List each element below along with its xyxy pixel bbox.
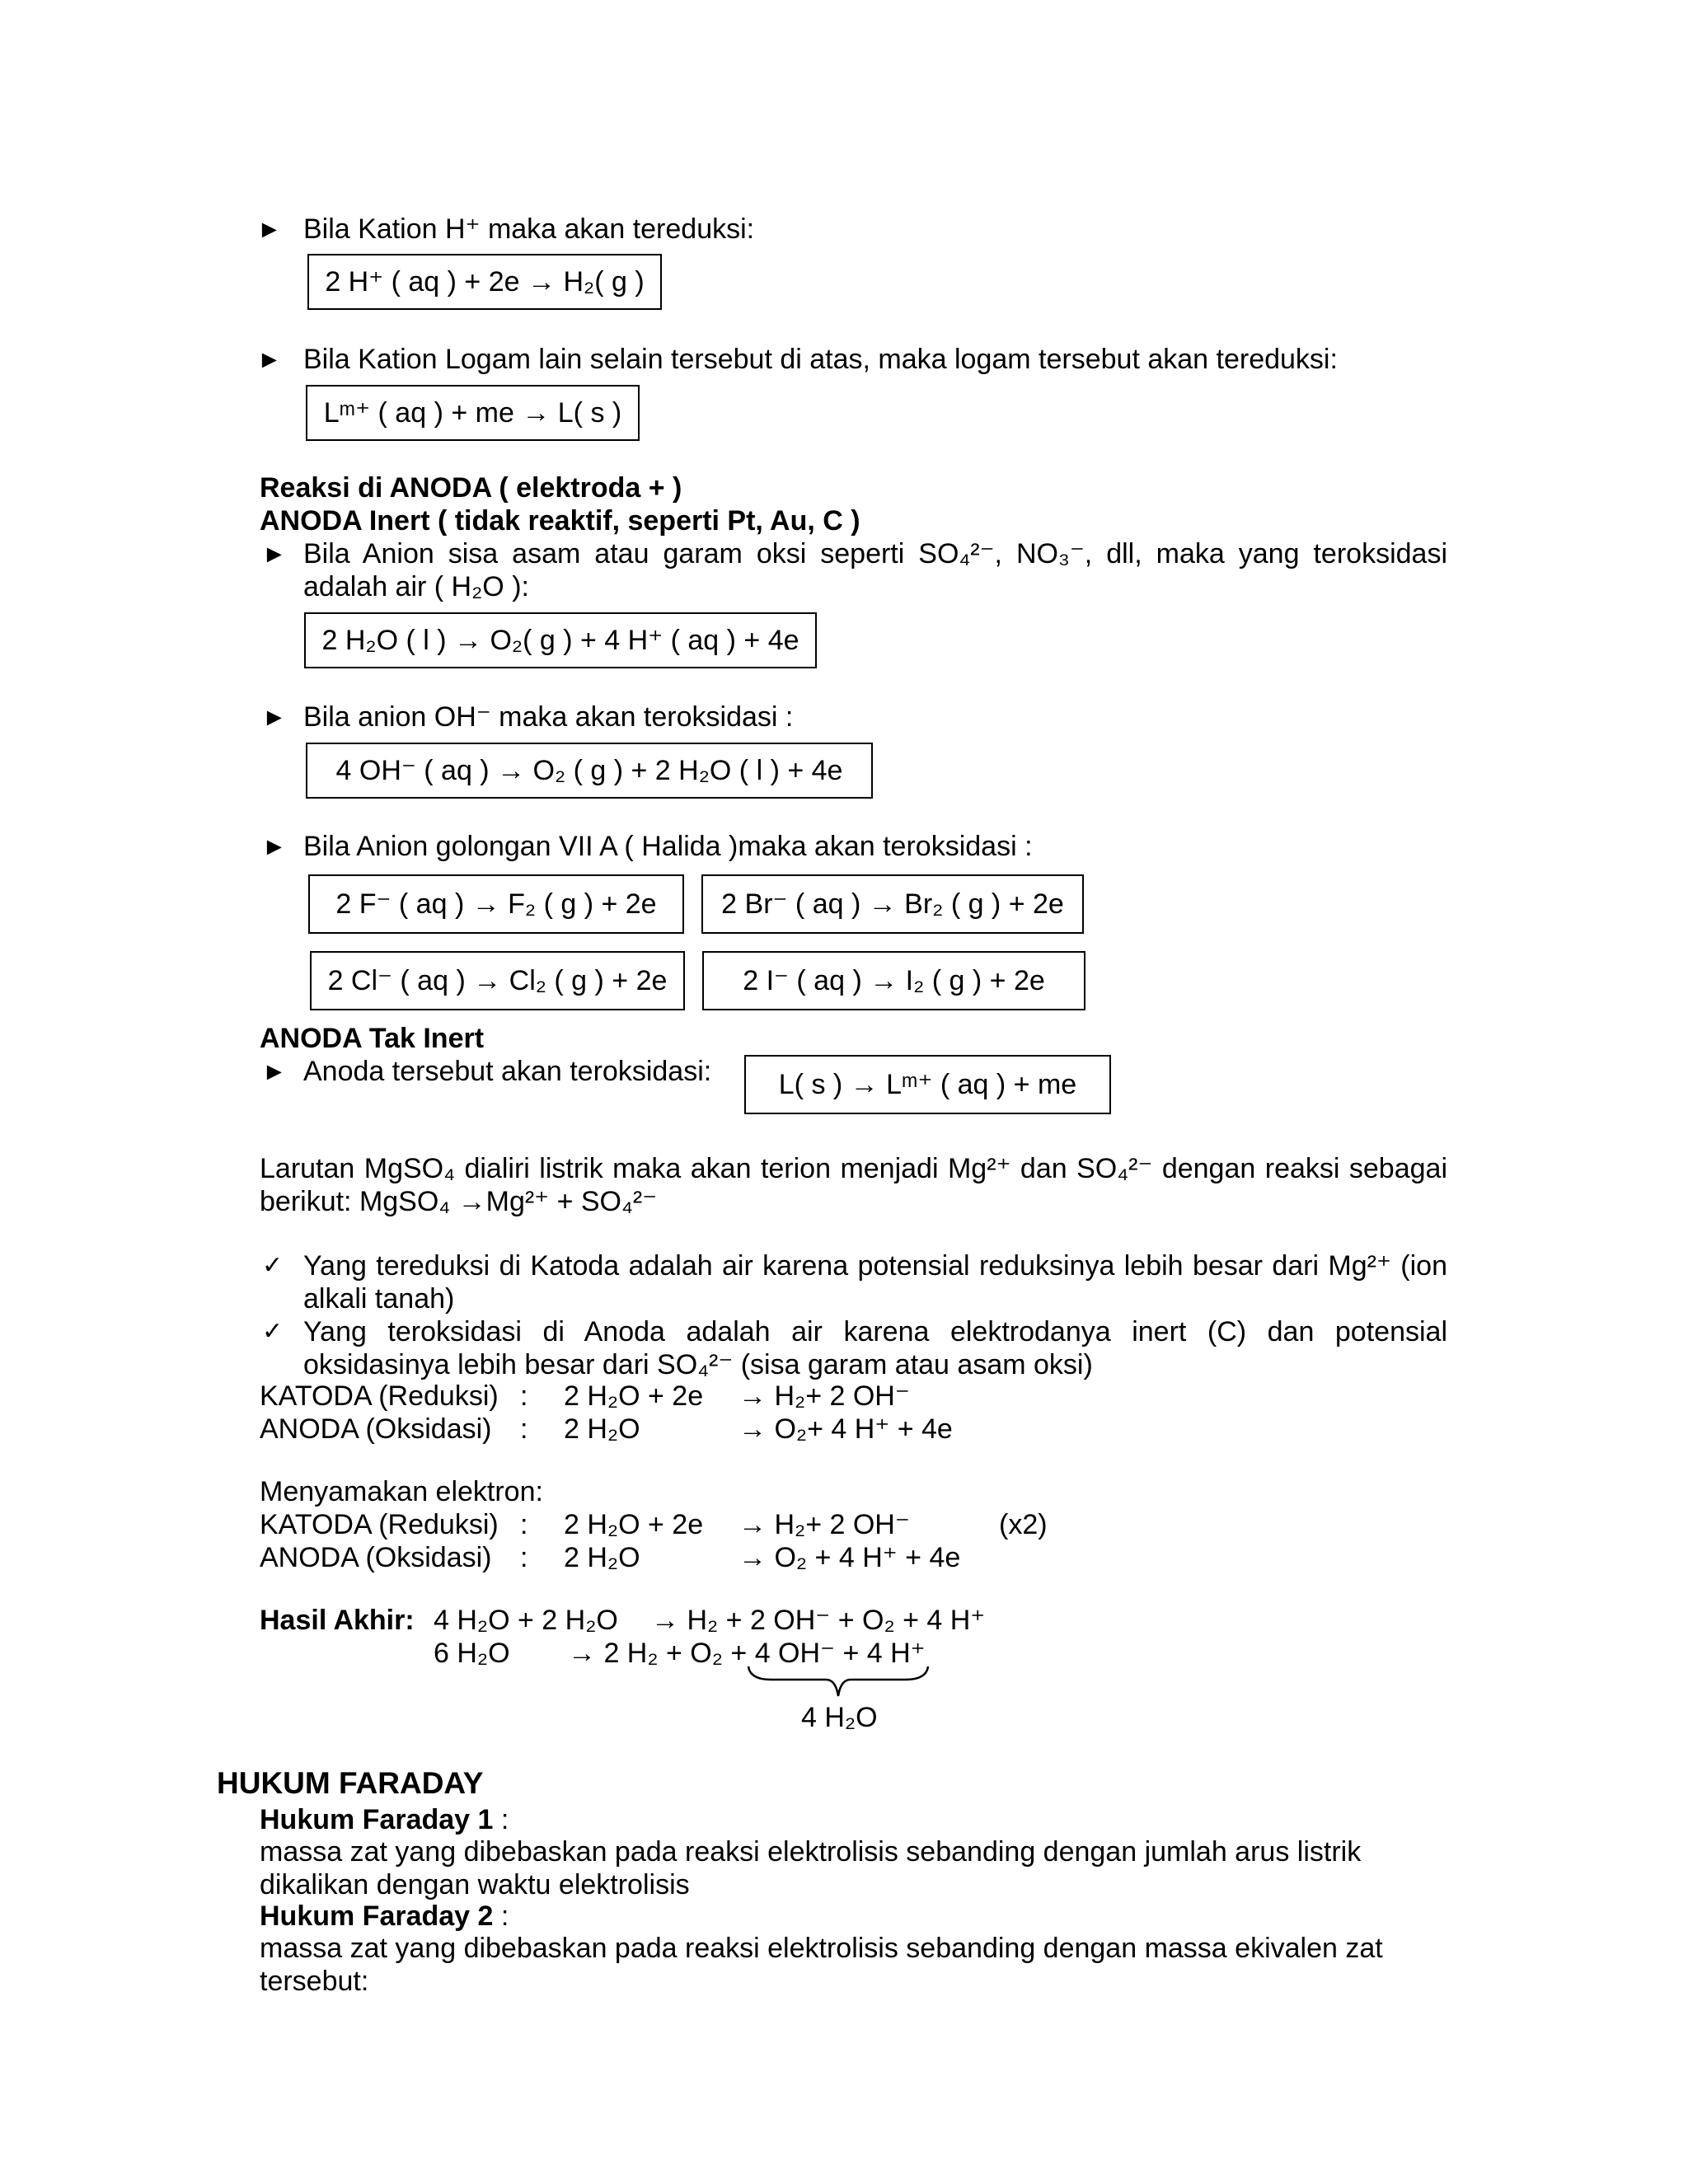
katoda-reactant: 2 H₂O + 2e [564,1380,704,1412]
mgso4-line1: Larutan MgSO₄ dialiri listrik maka akan terion menjadi Mg²⁺ dan SO₄²⁻ dengan reaksi sebagai [260,1153,1447,1184]
check-icon: ✓ [262,1318,284,1345]
faraday-1-line1: massa zat yang dibebaskan pada reaksi elektrolisis sebanding dengan jumlah arus listrik [260,1836,1362,1868]
anoda-heading: Reaksi di ANODA ( elektroda + ) [260,472,682,504]
faraday-2-line2: tersebut: [260,1966,369,1997]
check-icon: ✓ [262,1252,284,1279]
tak-inert-heading: ANODA Tak Inert [260,1023,485,1054]
mgso4-line2: berikut: MgSO₄ →Mg²⁺ + SO₄²⁻ [260,1186,658,1217]
katoda-colon: : [520,1509,528,1540]
katoda-label: KATODA (Reduksi) [260,1380,499,1412]
equation-br: 2 Br⁻ ( aq ) → Br₂ ( g ) + 2e [721,888,1064,920]
equation-cl: 2 Cl⁻ ( aq ) → Cl₂ ( g ) + 2e [327,965,668,996]
check1-line1: Yang tereduksi di Katoda adalah air karena potensial reduksinya lebih besar dari Mg²⁺ (ion [303,1250,1447,1282]
kation-h-text: Bila Kation H⁺ maka akan tereduksi: [303,213,755,245]
equation-f: 2 F⁻ ( aq ) → F₂ ( g ) + 2e [335,888,657,920]
hasil-line1-reactant: 4 H₂O + 2 H₂O [434,1605,618,1636]
anoda-reactant: 2 H₂O [564,1413,640,1445]
bullet-icon: ► [262,833,287,860]
faraday-1-line2: dikalikan dengan waktu elektrolisis [260,1869,690,1900]
bullet-icon: ► [257,346,282,373]
equation-box-br [701,874,1084,934]
equation-box-logam [306,385,640,441]
anoda-label: ANODA (Oksidasi) [260,1542,492,1573]
equation-box-h [307,254,662,310]
anoda-product: → O₂+ 4 H⁺ + 4e [738,1413,953,1445]
bullet-icon: ► [262,1058,287,1085]
check1-line2: alkali tanah) [303,1283,455,1315]
anoda-inert-heading: ANODA Inert ( tidak reaktif, seperti Pt, Au, C ) [260,505,860,537]
brace-label: 4 H₂O [801,1702,878,1733]
multiplier: (x2) [999,1509,1048,1540]
anoda-label: ANODA (Oksidasi) [260,1413,492,1445]
katoda-colon: : [520,1380,528,1412]
anoda-product: → O₂ + 4 H⁺ + 4e [738,1542,961,1573]
anion-oksi-line1: Bila Anion sisa asam atau garam oksi seperti SO₄²⁻, NO₃⁻, dll, maka yang teroksidasi [303,538,1447,569]
equation-tak-inert: L( s ) → Lᵐ⁺ ( aq ) + me [778,1069,1077,1100]
anoda-colon: : [520,1413,528,1445]
anion-oh-text: Bila anion OH⁻ maka akan teroksidasi : [303,701,794,733]
equation-box-tak-inert [744,1055,1111,1114]
bullet-icon: ► [262,541,287,568]
brace-icon [747,1665,930,1699]
menyamakan-heading: Menyamakan elektron: [260,1476,543,1507]
equation-i: 2 I⁻ ( aq ) → I₂ ( g ) + 2e [743,965,1045,996]
faraday-title: HUKUM FARADAY [217,1766,484,1800]
katoda-product: → H₂+ 2 OH⁻ [738,1509,910,1540]
equation-h: 2 H⁺ ( aq ) + 2e → H₂( g ) [325,266,645,298]
equation-box-oh [306,743,873,799]
equation-box-i [702,951,1085,1010]
hasil-line1-product: → H₂ + 2 OH⁻ + O₂ + 4 H⁺ [651,1605,986,1636]
katoda-reactant: 2 H₂O + 2e [564,1509,704,1540]
hasil-line2-product: → 2 H₂ + O₂ + 4 OH⁻ + 4 H⁺ [568,1638,926,1669]
equation-oh: 4 OH⁻ ( aq ) → O₂ ( g ) + 2 H₂O ( l ) + 4e [335,755,843,786]
halida-text: Bila Anion golongan VII A ( Halida )maka akan teroksidasi : [303,831,1033,862]
faraday-1-heading: Hukum Faraday 1 : [260,1804,509,1835]
bullet-icon: ► [257,216,282,243]
anoda-colon: : [520,1542,528,1573]
equation-h2o: 2 H₂O ( l ) → O₂( g ) + 4 H⁺ ( aq ) + 4e [321,625,799,656]
tak-inert-text: Anoda tersebut akan teroksidasi: [303,1056,712,1087]
hasil-label: Hasil Akhir: [260,1605,415,1636]
equation-box-h2o [304,612,817,668]
check2-line2: oksidasinya lebih besar dari SO₄²⁻ (sisa garam atau asam oksi) [303,1349,1093,1380]
check2-line1: Yang teroksidasi di Anoda adalah air karena elektrodanya inert (C) dan potensial [303,1316,1447,1347]
equation-logam: Lᵐ⁺ ( aq ) + me → L( s ) [323,397,622,429]
anoda-reactant: 2 H₂O [564,1542,640,1573]
equation-box-cl [310,951,685,1010]
faraday-2-line1: massa zat yang dibebaskan pada reaksi elektrolisis sebanding dengan massa ekivalen zat [260,1933,1383,1964]
katoda-product: → H₂+ 2 OH⁻ [738,1380,910,1412]
kation-logam-text: Bila Kation Logam lain selain tersebut di atas, maka logam tersebut akan tereduksi: [303,344,1338,375]
anion-oksi-line2: adalah air ( H₂O ): [303,571,529,602]
bullet-icon: ► [262,704,287,731]
hasil-line2-reactant: 6 H₂O [434,1638,510,1669]
equation-box-f [308,874,684,934]
faraday-2-heading: Hukum Faraday 2 : [260,1900,509,1932]
katoda-label: KATODA (Reduksi) [260,1509,499,1540]
